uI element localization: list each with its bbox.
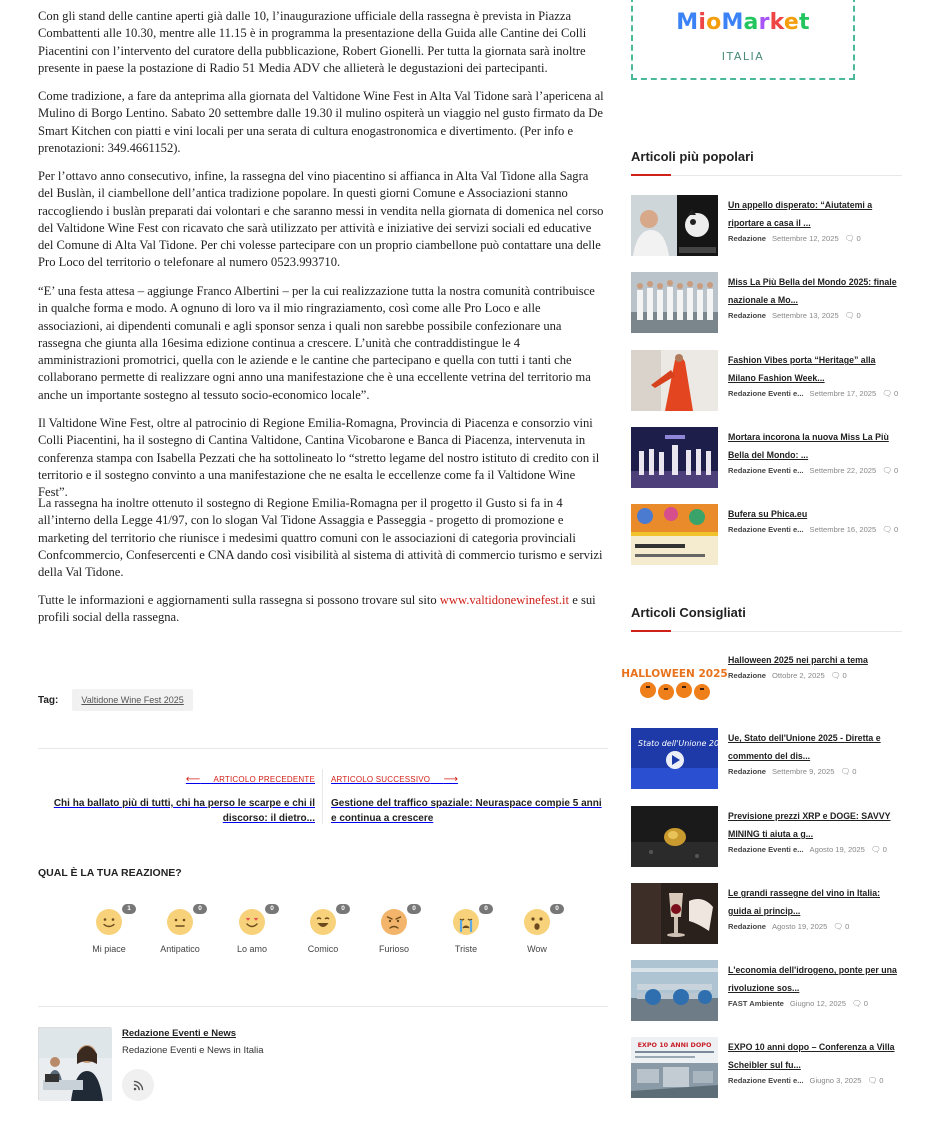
- next-article-kicker: ARTICOLO SUCCESSIVO: [331, 775, 431, 784]
- article-meta: [728, 671, 903, 680]
- reaction-label: Triste: [454, 944, 478, 954]
- article-meta: [728, 1076, 903, 1085]
- article-thumbnail[interactable]: [631, 504, 718, 565]
- comment-count: 0: [856, 311, 861, 320]
- reaction-comico[interactable]: [293, 905, 353, 954]
- comment-icon: 🗨: [844, 234, 855, 243]
- tag-label: Tag:: [38, 694, 59, 706]
- article-author[interactable]: Redazione: [728, 234, 766, 243]
- popular-article-item[interactable]: [631, 504, 903, 566]
- popular-article-item[interactable]: [631, 427, 903, 489]
- reaction-furioso[interactable]: [364, 905, 424, 954]
- article-date: Settembre 22, 2025: [809, 466, 877, 475]
- comment-count: 0: [852, 767, 857, 776]
- reaction-antipatico[interactable]: [150, 905, 210, 954]
- article-paragraph: [38, 592, 604, 627]
- article-date: Agosto 19, 2025: [809, 845, 865, 854]
- article-thumbnail[interactable]: [631, 195, 718, 256]
- reaction-triste[interactable]: [436, 905, 496, 954]
- comment-count: 0: [845, 922, 850, 931]
- article-thumbnail[interactable]: [631, 728, 730, 789]
- article-thumbnail[interactable]: [631, 806, 718, 867]
- article-title[interactable]: Bufera su Phica.eu: [728, 509, 808, 519]
- thumbnail-caption: HALLOWEEN 2025: [621, 668, 728, 680]
- comment-count: 0: [894, 389, 899, 398]
- ad-subtitle: ITALIA: [721, 50, 765, 63]
- article-author[interactable]: Redazione: [728, 311, 766, 320]
- author-box: [38, 1006, 608, 1116]
- comment-count: 0: [842, 671, 847, 680]
- sidebar-ad-banner[interactable]: [631, 0, 855, 80]
- article-paragraph: Per l’ottavo anno consecutivo, infine, la rassegna del vino piacentino si affianca in Alta Val Tidone alla Sagra del Buslàn, il ciambellone dell’antica tradizione popolare. In questi giorni Comune e Associazioni stanno raccogliendo i buslàn preparati dai volontari e che saranno messi in vendita nella giornata di domenica nel corso del Valtidone Wine Fest con ricavato che sarà utilizzato per attività e iniziative dei servizi sociali ed educative del Comune di Alta Val Tidone. Per chi volesse partecipare con un proprio ciambellone può contattare una delle Pro Loco del territorio o telefonare al numero 0523.993710.: [38, 169, 604, 270]
- comment-icon: 🗨: [830, 671, 841, 680]
- article-thumbnail[interactable]: [631, 960, 718, 1021]
- article-meta: [728, 999, 903, 1008]
- comment-icon: 🗨: [870, 845, 881, 854]
- comment-icon: 🗨: [833, 922, 843, 931]
- comment-count: 0: [882, 845, 887, 854]
- author-description: Redazione Eventi e News in Italia: [122, 1045, 264, 1056]
- article-title[interactable]: Ue, Stato dell'Unione 2025 - Diretta e commento del dis...: [728, 733, 881, 761]
- reaction-label: Wow: [527, 944, 547, 954]
- article-date: Settembre 13, 2025: [771, 311, 839, 320]
- popular-article-item[interactable]: [631, 272, 903, 334]
- nav-divider: [322, 769, 323, 824]
- article-meta: [728, 234, 903, 243]
- article-thumbnail[interactable]: [631, 883, 718, 944]
- rss-icon[interactable]: [122, 1069, 154, 1101]
- reaction-count: 0: [407, 904, 421, 914]
- article-author[interactable]: Redazione: [728, 671, 766, 680]
- previous-article-kicker: ARTICOLO PRECEDENTE: [213, 775, 315, 784]
- article-meta: [728, 389, 903, 398]
- article-paragraph: Il Valtidone Wine Fest, oltre al patrocinio di Regione Emilia-Romagna, Provincia di Piacenza e consorzio vini Colli Piacentini, ha il sostegno di Cantina Valtidone, Cantina Vicobarone e Banca di Piacenza, intervenuta in conferenza stampa con Isabella Pezzati che ha sottolineato lo “stretto legame del nostro istituto di credito con il territorio e il sostegno convinto a una manifestazione che ne esalta le eccellenze come fa il Valtidone Wine Fest”.: [38, 416, 600, 500]
- comment-icon: 🗨: [882, 389, 892, 398]
- arrow-left-icon: ⟵: [185, 774, 201, 785]
- reaction-label: Mi piace: [92, 944, 126, 954]
- paragraph-text: e sui profili social della rassegna.: [38, 593, 596, 625]
- article-thumbnail[interactable]: [631, 427, 718, 488]
- article-title[interactable]: L'economia dell'idrogeno, ponte per una rivoluzione sos...: [728, 965, 897, 993]
- article-date: Settembre 16, 2025: [809, 525, 877, 534]
- article-paragraph: Con gli stand delle cantine aperti già dalle 10, l’inaugurazione ufficiale della rassegna è prevista in Piazza Combattenti alle 10.30, mentre alle 11.15 è in programma la presentazione della Guida alle Cantine dei Colli Piacentini con l’intervento del curatore della pubblicazione, Robert Gionelli. Per tutta la giornata sarà inoltre presente in paese la postazione di Radio 51 Media ADV che allieterà le degustazioni dei partecipanti.: [38, 9, 587, 75]
- article-meta: [728, 466, 903, 475]
- comment-icon: 🗨: [840, 767, 851, 776]
- article-meta: [728, 311, 903, 320]
- article-author[interactable]: Redazione: [728, 767, 766, 776]
- website-link[interactable]: www.valtidonewinefest.it: [439, 593, 570, 607]
- comment-count: 0: [879, 1076, 884, 1085]
- comment-icon: 🗨: [882, 525, 892, 534]
- thumbnail-caption: Stato dell'Unione 2025: [638, 739, 730, 748]
- article-title[interactable]: EXPO 10 anni dopo – Conferenza a Villa Scheibler sul fu...: [728, 1042, 895, 1070]
- previous-article-link[interactable]: [38, 769, 315, 826]
- recommended-article-item[interactable]: [631, 960, 903, 1022]
- next-article-link[interactable]: [331, 769, 608, 826]
- article-meta: [728, 767, 903, 776]
- reaction-count: 0: [193, 904, 207, 914]
- reaction-label: Furioso: [378, 944, 409, 954]
- article-date: Settembre 17, 2025: [809, 389, 877, 398]
- reaction-lo-amo[interactable]: [222, 905, 282, 954]
- article-paragraph: La rassegna ha inoltre ottenuto il sostegno di Regione Emilia-Romagna per il progetto il Gusto si fa in 4 all’interno della Legge 41/97, con lo slogan Val Tidone Assaggia e Passeggia - progetto di promozione e marketing del territorio che riunisce i medesimi quattro comuni con le associazioni di categoria provinciali Confcommercio, Confesercenti e CNA dando così visibilità al sistema di attività di commercio turismo e servizi della Val Tidone.: [38, 496, 603, 580]
- article-meta: [728, 525, 903, 534]
- arrow-right-icon: ⟶: [443, 774, 458, 785]
- reaction-count: 0: [550, 904, 564, 914]
- article-meta: [728, 922, 903, 931]
- popular-articles-heading: Articoli più popolari: [631, 149, 902, 176]
- reaction-count: 0: [336, 904, 350, 914]
- reaction-mi-piace[interactable]: [79, 905, 139, 954]
- article-date: Ottobre 2, 2025: [771, 671, 825, 680]
- article-author[interactable]: Redazione Eventi e...: [728, 845, 804, 854]
- reaction-label: Antipatico: [160, 944, 200, 954]
- article-date: Settembre 9, 2025: [771, 767, 835, 776]
- comment-icon: 🗨: [852, 999, 862, 1008]
- author-name[interactable]: Redazione Eventi e News: [122, 1028, 237, 1039]
- article-paragraph: “E’ una festa attesa – aggiunge Franco Albertini – per la cui realizzazione tutta la nostra comunità contribuisce in qualche forma e modo. A ognuno di loro va il mio ringraziamento, così come alle Pro Loco e alle associazioni, ai dipendenti comunali e agli sponsor senza i quali non sarebbe possibile confezionare una rassegna che giunta alla 16esima edizione continua a crescere. L’unità che contraddistingue le 4 amministrazioni promotrici, quella con le aziende e le cantine che partecipano e quella con tutti i tanti che collaborano permette di realizzare ogni anno una manifestazione che è una eccellente vetrina del territorio ma anche un importante sostegno al tessuto socio-economico locale”.: [38, 284, 595, 402]
- post-navigation: [38, 748, 608, 828]
- article-thumbnail[interactable]: [621, 650, 728, 711]
- article-date: Settembre 12, 2025: [771, 234, 839, 243]
- reaction-wow[interactable]: [507, 905, 567, 954]
- comment-count: 0: [894, 525, 899, 534]
- tag-chip[interactable]: Valtidone Wine Fest 2025: [72, 689, 192, 711]
- recommended-article-item[interactable]: [631, 806, 903, 868]
- author-avatar[interactable]: [38, 1027, 111, 1100]
- paragraph-text: Tutte le informazioni e aggiornamenti sulla rassegna si possono trovare sul sito: [38, 593, 440, 607]
- reaction-count: 0: [265, 904, 279, 914]
- popular-article-item[interactable]: [631, 195, 903, 257]
- previous-article-title: Chi ha ballato più di tutti, chi ha perso le scarpe e chi il discorso: il dietro...: [53, 798, 315, 824]
- heart-eyes-icon: [238, 908, 266, 936]
- next-article-title: Gestione del traffico spaziale: Neuraspace compie 5 anni e continua a crescere: [331, 798, 602, 824]
- recommended-article-item[interactable]: [631, 883, 903, 945]
- ad-logo: MioMarket: [676, 10, 810, 35]
- thumbnail-caption: EXPO 10 ANNI DOPO: [637, 1041, 712, 1049]
- reaction-count: 1: [122, 904, 136, 914]
- reaction-label: Comico: [307, 944, 339, 954]
- article-author[interactable]: Redazione Eventi e...: [728, 389, 804, 398]
- article-author[interactable]: FAST Ambiente: [728, 999, 784, 1008]
- article-author[interactable]: Redazione Eventi e...: [728, 1076, 804, 1085]
- comment-icon: 🗨: [867, 1076, 878, 1085]
- comment-count: 0: [856, 234, 861, 243]
- reactions-heading: QUAL È LA TUA REAZIONE?: [38, 867, 182, 879]
- comment-count: 0: [894, 466, 899, 475]
- tag-list: [38, 689, 193, 711]
- article-title[interactable]: Le grandi rassegne del vino in Italia: guida ai princip...: [728, 888, 881, 916]
- article-author[interactable]: Redazione Eventi e...: [728, 466, 804, 475]
- article-title[interactable]: Fashion Vibes porta “Heritage” alla Milano Fashion Week...: [728, 355, 876, 383]
- comment-count: 0: [863, 999, 868, 1008]
- article-thumbnail[interactable]: [631, 272, 718, 333]
- article-author[interactable]: Redazione: [728, 922, 766, 931]
- angry-face-icon: [380, 908, 408, 936]
- crying-face-icon: [452, 908, 480, 936]
- comment-icon: 🗨: [844, 311, 855, 320]
- reaction-count: 0: [479, 904, 493, 914]
- article-title[interactable]: Un appello disperato: “Aiutatemi a riportare a casa il ...: [728, 200, 873, 228]
- article-date: Giugno 12, 2025: [789, 999, 846, 1008]
- article-thumbnail[interactable]: [631, 350, 718, 411]
- recommended-article-item[interactable]: [631, 1037, 903, 1099]
- article-date: Giugno 3, 2025: [809, 1076, 862, 1085]
- article-paragraph: Come tradizione, a fare da anteprima alla giornata del Valtidone Wine Fest in Alta Val Tidone sarà l’apericena al Mulino di Borgo Lentino. Sabato 20 settembre dalle 19.30 il mulino ospiterà un viaggio nel gusto firmato da De Smart Kitchen con piatti e vini locali per una serata di cultura enogastronomica e divertimento. (Per info e prenotazioni: 349.4661152).: [38, 89, 604, 155]
- article-title[interactable]: Previsione prezzi XRP e DOGE: SAVVY MINING ti aiuta a g...: [728, 811, 891, 839]
- article-title[interactable]: Miss La Più Bella del Mondo 2025: finale nazionale a Mo...: [728, 277, 897, 305]
- recommended-article-item[interactable]: [631, 728, 903, 790]
- article-title[interactable]: Halloween 2025 nei parchi a tema: [728, 655, 868, 665]
- comment-icon: 🗨: [882, 466, 892, 475]
- recommended-article-item[interactable]: [621, 650, 903, 712]
- article-author[interactable]: Redazione Eventi e...: [728, 525, 804, 534]
- reaction-label: Lo amo: [236, 944, 268, 954]
- recommended-articles-heading: Articoli Consigliati: [631, 605, 902, 632]
- popular-article-item[interactable]: [631, 350, 903, 412]
- neutral-face-icon: [166, 908, 194, 936]
- article-title[interactable]: Mortara incorona la nuova Miss La Più Bella del Mondo: ...: [728, 432, 889, 460]
- article-meta: [728, 845, 903, 854]
- article-date: Agosto 19, 2025: [771, 922, 828, 931]
- surprised-face-icon: [523, 908, 551, 936]
- smile-icon: [95, 908, 123, 936]
- laughing-face-icon: [309, 908, 337, 936]
- article-thumbnail[interactable]: [631, 1037, 718, 1098]
